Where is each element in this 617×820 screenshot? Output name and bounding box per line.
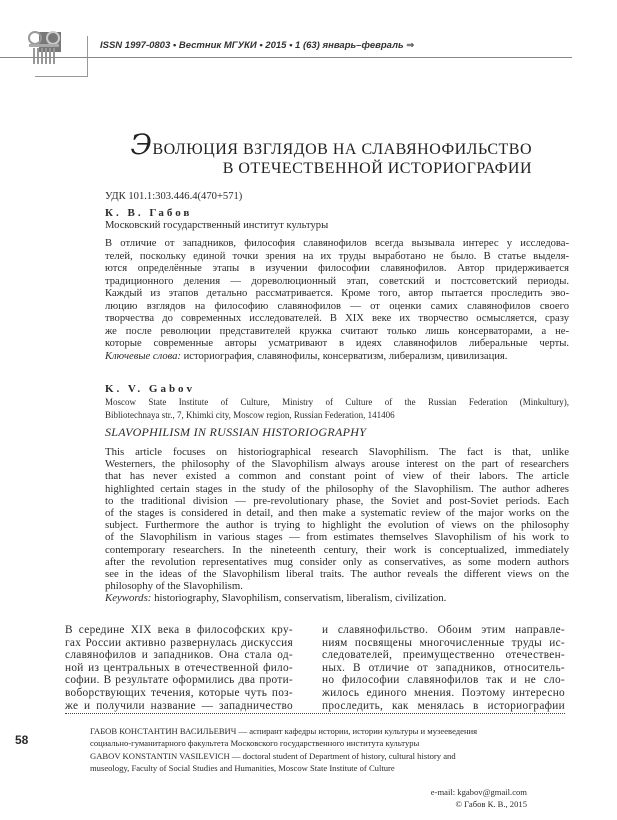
article-title-line-1 (131, 128, 533, 161)
abstract-line: традиционного деления — дореволюционный этап, советский и постсоветский периоды. (105, 275, 569, 287)
abstract-ru (105, 238, 569, 363)
copyright: © Габов К. В., 2015 (455, 799, 527, 809)
abstract-line: В отличие от западников, философия славянофилов всегда вызывала интерес у исследова- (105, 238, 569, 249)
abstract-line: subject. Furthermore the author is trying to highlight the evolution of views on the philosophy (105, 519, 569, 532)
affiliation-line: Bibliotechnaya str., 7, Khimki city, Moscow region, Russian Federation, 141406 (105, 409, 395, 420)
body-line: ниям посвящены многочисленные труды ис- (322, 636, 565, 649)
affiliation-ru: Московский государственный институт культуры (105, 220, 329, 231)
page-number: 58 (15, 733, 29, 747)
keywords-label: Keywords: (105, 592, 152, 605)
footnote-ru-1: ГАБОВ КОНСТАНТИН ВАСИЛЬЕВИЧ — аспирант кафедры истории, истории культуры и музееведения (90, 726, 478, 736)
journal-logo (25, 28, 63, 68)
body-line: жилось единого мнения. Поэтому интересно (322, 686, 565, 699)
body-line: В середине XIX века в философских кру- (65, 624, 293, 636)
footnote-separator (65, 713, 565, 714)
abstract-line: see in the ideas of the Slavophilism liberal traits. The author reveals the different views on the (105, 567, 569, 580)
body-line: и славянофильство. Обоим этим направле- (322, 624, 565, 636)
abstract-line: творчества до современных исследователей. В XIX веке их творчество осмысляется, сразу (105, 313, 569, 324)
footnote-en-1: GABOV KONSTANTIN VASILEVICH — doctoral student of Department of history, cultural history and (90, 751, 456, 761)
abstract-line: ются определённые этапы в изучении философии славянофилов. Автор придерживается (105, 263, 569, 274)
abstract-line: Каждый из этапов детально рассматривается. Кроме того, автор пытается проследить эво- (105, 288, 569, 299)
keywords-en (105, 592, 569, 604)
body-line: софии. В результате оформились два проти- (65, 674, 293, 687)
body-column-left (65, 624, 293, 712)
affiliation-line: Moscow State Institute of Culture, Ministry of Culture of the Russian Federation (Minkultury), (105, 397, 569, 407)
body-line: гах России активно развернулась дискуссия (65, 636, 293, 649)
body-line: следователей, преимущественно отечествен- (322, 649, 565, 662)
abstract-line: highlighted certain stages in the study of the philosophy of the Slavophilism. The author adheres (105, 482, 569, 495)
keywords-text: историография, славянофилы, консерватизм, либерализм, цивилизация. (180, 350, 508, 362)
abstract-line: philosophy of the Slavophilism. (105, 580, 243, 593)
abstract-line: contemporary researchers. In the nineteenth century, their work is conceptualized, immediately (105, 543, 569, 556)
body-line: ных. В отличие от западников, относитель- (322, 661, 565, 674)
keywords-ru (105, 351, 569, 364)
abstract-en (105, 446, 569, 604)
abstract-line: that has never existed a common and constant point of view of their labors. The article (105, 470, 569, 483)
body-column-right (322, 624, 565, 712)
abstract-line: Westerners, the philosophy of the Slavophilism always arouse interest on the part of researchers (105, 458, 569, 471)
udc-code: УДК 101.1:303.446.4(470+571) (105, 191, 243, 202)
author-email: e-mail: kgabov@gmail.com (430, 787, 527, 797)
abstract-line: of the stages is considered in detail, and then make a systematic review of the major works on the (105, 506, 569, 519)
abstract-line: люцию взглядов на философию славянофилов — от оценки самих славянофилов своего (105, 300, 569, 312)
abstract-line: This article focuses on historiographical research Slavophilism. The fact is that, unlike (105, 446, 569, 458)
affiliation-en (105, 396, 569, 421)
abstract-line: after the revolution representatives mug consider only as conservatives, as some modern authors (105, 555, 569, 568)
author-ru: К. В. Габов (105, 207, 193, 219)
body-line: славянофилов и западников. Она стала од- (65, 649, 293, 662)
body-line: проследить, как менялась в историографии (322, 699, 565, 712)
footnote-en-2: museology, Faculty of Social Studies and Humanities, Moscow State Institute of Culture (90, 763, 395, 773)
title-line-1-text: ВОЛЮЦИЯ ВЗГЛЯДОВ НА СЛАВЯНОФИЛЬСТВО (152, 141, 532, 158)
keywords-label: Ключевые слова: (105, 350, 181, 362)
abstract-line: же после революции представителей кружка считают только лишь консерваторами, а не- (105, 325, 569, 337)
body-line: но философии славянофилов так и не сло- (322, 674, 565, 687)
english-title: SLAVOPHILISM IN RUSSIAN HISTORIOGRAPHY (105, 425, 367, 439)
title-initial: Э (130, 128, 153, 161)
article-title-line-2: В ОТЕЧЕСТВЕННОЙ ИСТОРИОГРАФИИ (222, 160, 532, 177)
abstract-line: to the traditional division — pre-revolutionary phase, the Soviet and post-Soviet periods. Each (105, 494, 569, 507)
abstract-line: телей, поскольку единой точки зрения на их труды выработано не было. В статье выделя- (105, 250, 569, 262)
running-head: ISSN 1997-0803 • Вестник МГУКИ • 2015 • 1 (63) январь–февраль ⇒ (100, 40, 415, 51)
author-en: K. V. Gabov (105, 383, 196, 395)
keywords-text: historiography, Slavophilism, conservatism, liberalism, civilization. (151, 592, 447, 605)
header-rule (0, 57, 572, 58)
footnote-ru-2: социально-гуманитарного факультета Московского государственного института культуры (90, 738, 420, 748)
body-line: воборствующих течения, которые чуть поз- (65, 686, 293, 699)
body-line: же и получили название — западничество (65, 699, 293, 712)
body-line: ной из центральных в отечественной фило- (65, 661, 293, 674)
abstract-line: of the Slavophilism in various stages — from estimates themselves Slavophilism of his work to (105, 531, 569, 544)
abstract-line: которые современные авторы усматривают в идеях славянофилов либеральные черты. (105, 338, 569, 349)
